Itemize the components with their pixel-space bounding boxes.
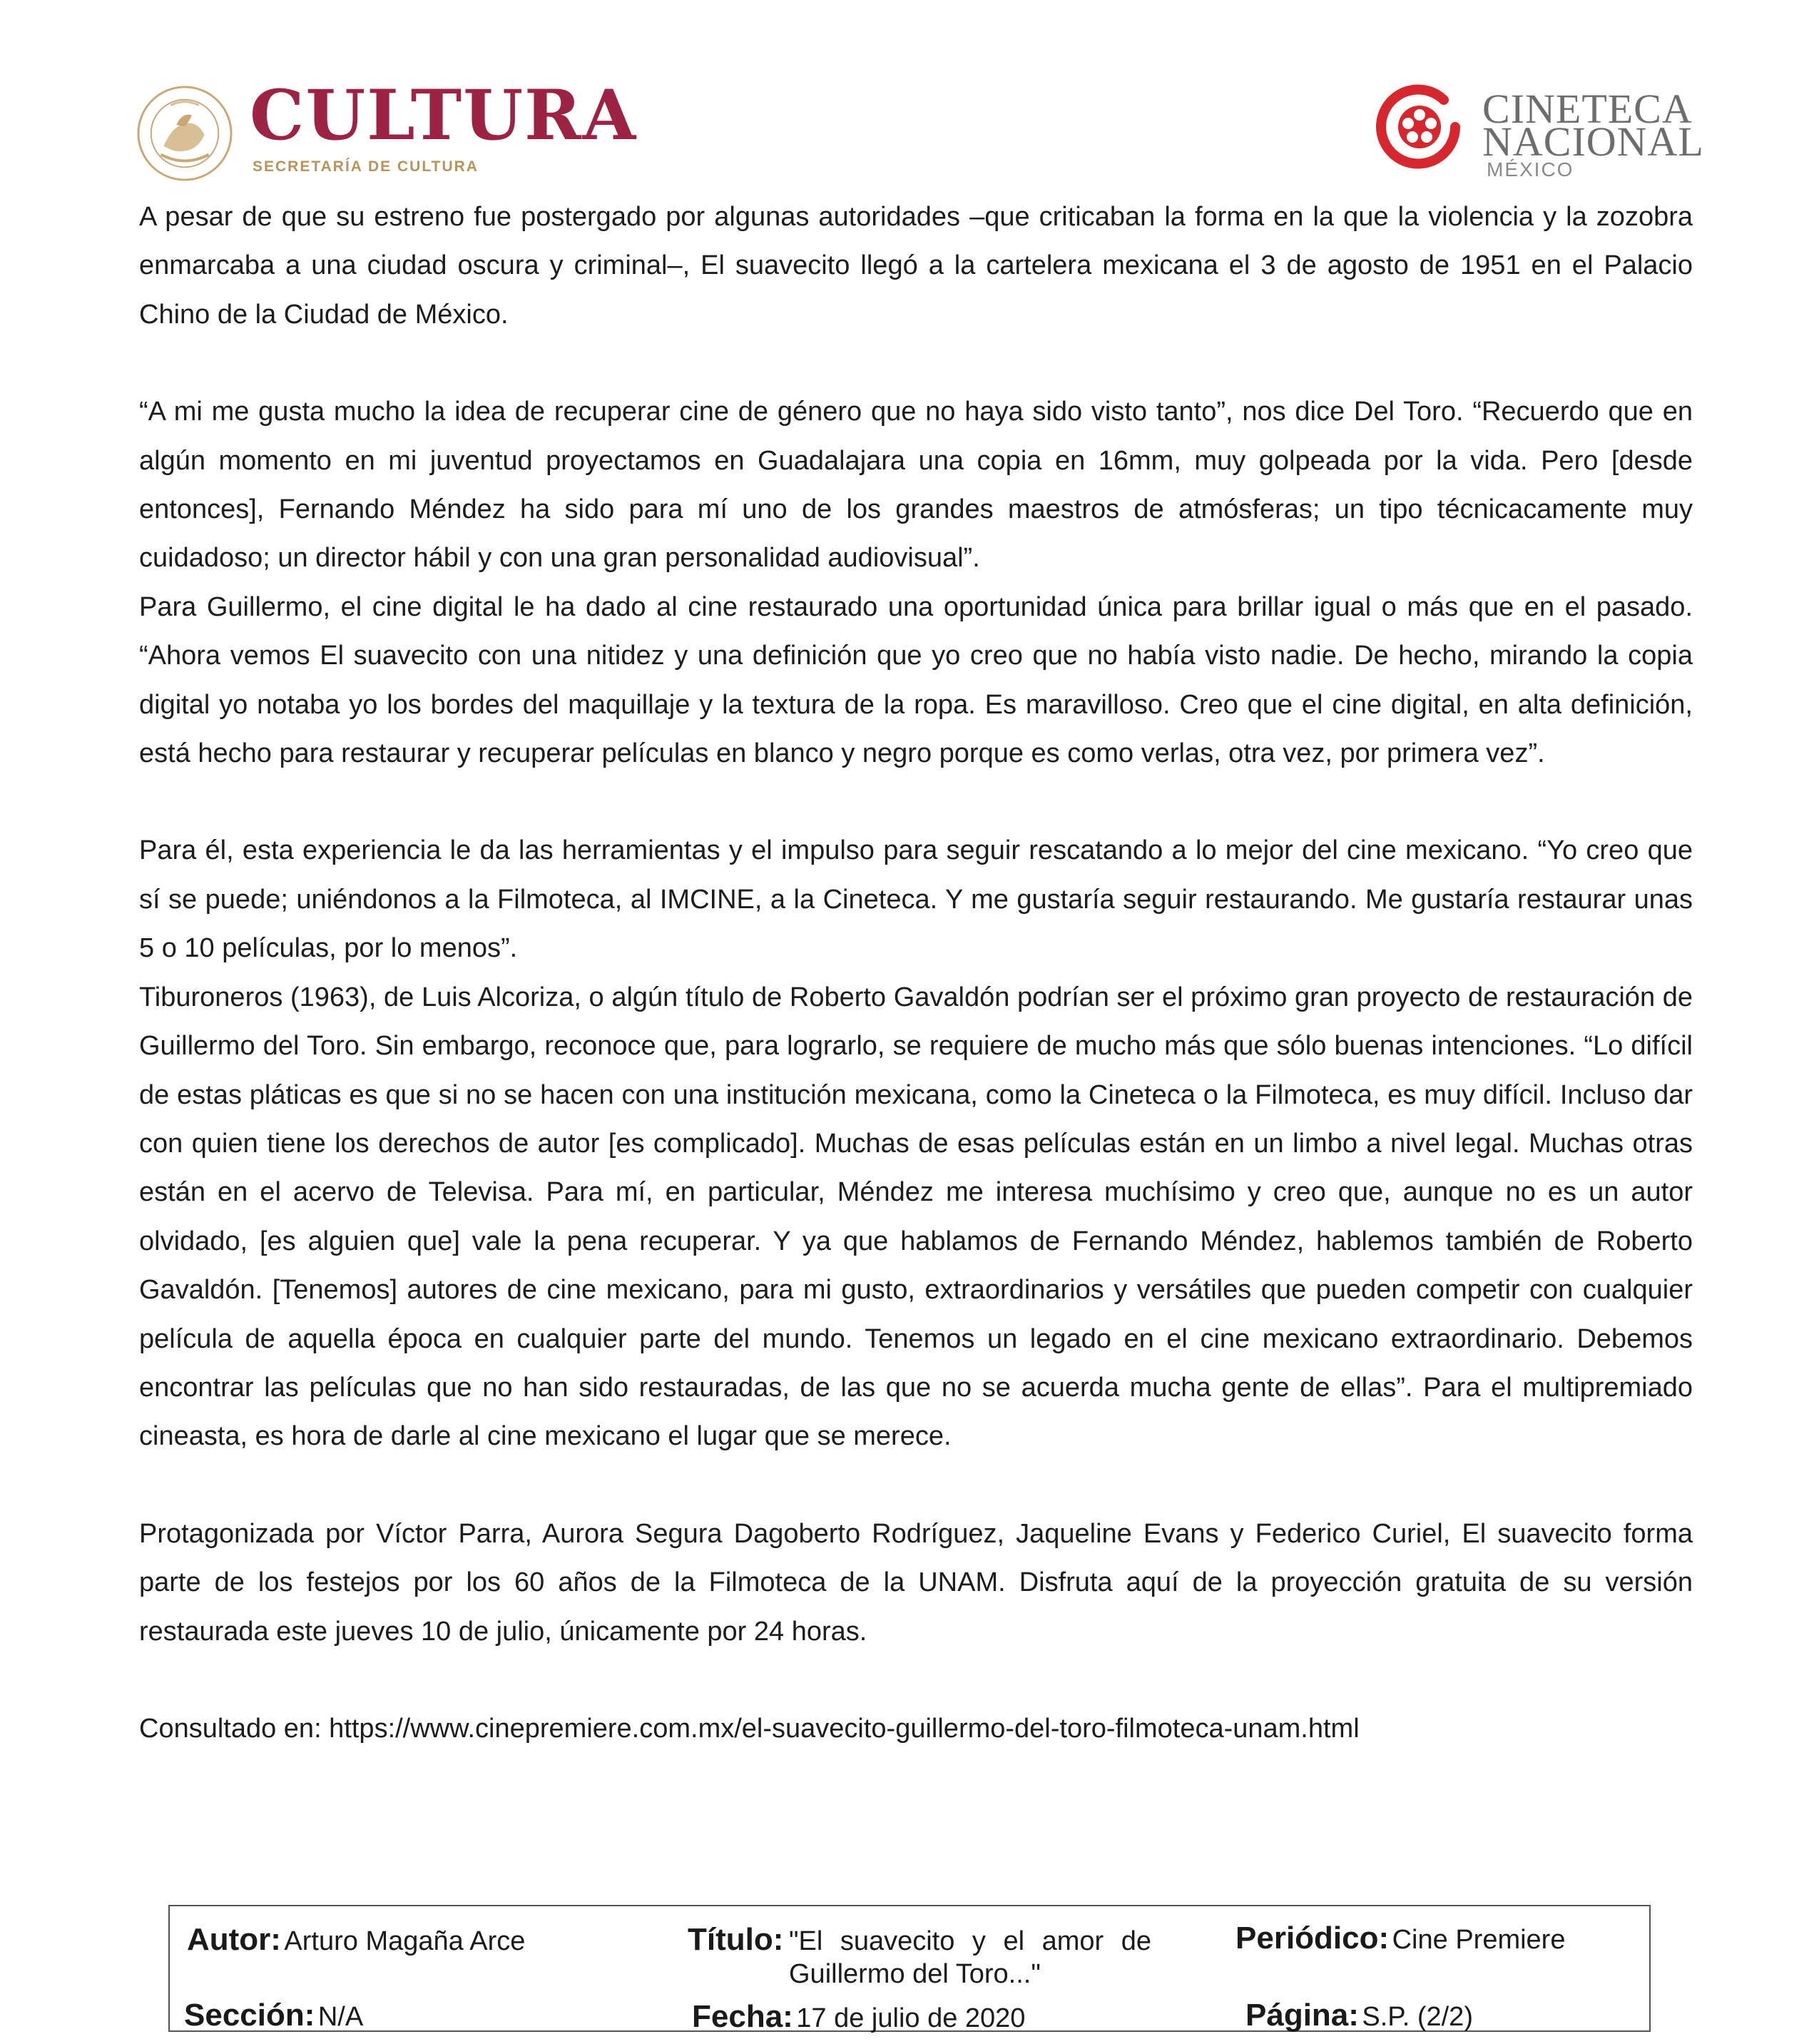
titulo-word: el	[1003, 1926, 1025, 1956]
titulo-value	[789, 1925, 1151, 1990]
paragraph: Tiburoneros (1963), de Luis Alcoriza, o algún título de Roberto Gavaldón podrían ser el próximo gran proyecto de restauración de Guillermo del Toro. Sin embargo, reconoce que, para lograrlo, se requiere de mucho más que sólo buenas intenciones. “Lo difícil de estas pláticas es que si no se hacen con una institución mexicana, como la Cineteca o la Filmoteca, es muy difícil. Incluso dar con quien tiene los derechos de autor [es complicado]. Muchas de esas películas están en un limbo a nivel legal. Muchas otras están en el acervo de Televisa. Para mí, en particular, Méndez me interesa muchísimo y creo que, aunque no es un autor olvidado, [es alguien que] vale la pena recuperar. Y ya que hablamos de Fernando Méndez, hablemos también de Roberto Gavaldón. [Tenemos] autores de cine mexicano, para mi gusto, extraordinarios y versátiles que pueden competir con cualquier película de aquella época en cualquier parte del mundo. Tenemos un legado en el cine mexicano extraordinario. Debemos encontrar las películas que no han sido restauradas, de las que no se acuerda mucha gente de ellas”. Para el multipremiado cineasta, es hora de darle al cine mexicano el lugar que se merece.	[139, 982, 1693, 1452]
article-body	[139, 193, 1693, 1753]
titulo-line1	[789, 1925, 1151, 1958]
titulo-word: de	[1121, 1926, 1151, 1956]
pagina-field	[1245, 1998, 1473, 2033]
seccion-label: Sección:	[184, 1998, 315, 2033]
titulo-word: suavecito	[840, 1926, 955, 1956]
pagina-label: Página:	[1245, 1998, 1359, 2033]
paragraph: Protagonizada por Víctor Parra, Aurora Segura Dagoberto Rodríguez, Jaqueline Evans y Federico Curiel, El suavecito forma parte de los festejos por los 60 años de la Filmoteca de la UNAM. Disfruta aquí de la proyección gratuita de su versión restaurada este jueves 10 de julio, únicamente por 24 horas.	[139, 1518, 1693, 1647]
titulo-word: amor	[1041, 1926, 1104, 1956]
cultura-wordmark: CULTURA	[250, 75, 638, 156]
seccion-value: N/A	[317, 2002, 364, 2032]
cineteca-wordmark-line1: CINETECA	[1482, 86, 1693, 132]
article-info-box	[168, 1905, 1651, 2032]
autor-field	[187, 1922, 525, 1958]
cineteca-logo	[1375, 84, 1704, 184]
mexico-seal-icon	[136, 84, 234, 183]
film-reel-icon	[1375, 84, 1461, 170]
titulo-field	[688, 1922, 783, 1958]
cineteca-wordmark-line2: NACIONAL	[1482, 118, 1704, 165]
fecha-field	[692, 1999, 1025, 2035]
paragraph: A pesar de que su estreno fue postergado por algunas autoridades –que criticaban la forma en la que la violencia y la zozobra enmarcaba a una ciudad oscura y criminal–, El suavecito llegó a la cartelera mexicana el 3 de agosto de 1951 en el Palacio Chino de la Ciudad de México.	[139, 202, 1693, 330]
autor-value: Arturo Magaña Arce	[284, 1926, 526, 1956]
paragraph: Para él, esta experiencia le da las herramientas y el impulso para seguir rescatando a lo mejor del cine mexicano. “Yo creo que sí se puede; uniéndonos a la Filmoteca, al IMCINE, a la Cineteca. Y me gustaría seguir restaurando. Me gustaría restaurar unas 5 o 10 películas, por lo menos”.	[139, 835, 1693, 964]
pagina-value: S.P. (2/2)	[1362, 2002, 1473, 2032]
fecha-label: Fecha:	[692, 1999, 793, 2034]
cultura-logo	[136, 75, 638, 184]
titulo-line2: Guillermo del Toro..."	[789, 1959, 1041, 1989]
titulo-word: "El	[789, 1926, 823, 1956]
fecha-value: 17 de julio de 2020	[796, 2003, 1026, 2033]
autor-label: Autor:	[187, 1922, 281, 1957]
periodico-label: Periódico:	[1235, 1921, 1390, 1956]
periodico-value: Cine Premiere	[1392, 1925, 1566, 1955]
cineteca-wordmark-country: MÉXICO	[1487, 158, 1574, 180]
source-citation: Consultado en: https://www.cinepremiere.com.mx/el-suavecito-guillermo-del-toro-filmoteca-unam.html	[139, 1713, 1360, 1744]
periodico-field	[1235, 1921, 1565, 1956]
seccion-field	[184, 1998, 363, 2033]
paragraph: Para Guillermo, el cine digital le ha dado al cine restaurado una oportunidad única para brillar igual o más que en el pasado. “Ahora vemos El suavecito con una nitidez y una definición que yo creo que no había visto nadie. De hecho, mirando la copia digital yo notaba yo los bordes del maquillaje y la textura de la ropa. Es maravilloso. Creo que el cine digital, en alta definición, está hecho para restaurar y recuperar películas en blanco y negro porque es como verlas, otra vez, por primera vez”.	[139, 591, 1693, 769]
cultura-subtitle: SECRETARÍA DE CULTURA	[253, 158, 479, 175]
paragraph: “A mi me gusta mucho la idea de recuperar cine de género que no haya sido visto tanto”, nos dice Del Toro. “Recuerdo que en algún momento en mi juventud proyectamos en Guadalajara una copia en 16mm, muy golpeada por la vida. Pero [desde entonces], Fernando Méndez ha sido para mí uno de los grandes maestros de atmósferas; un tipo técnicacamente muy cuidadoso; un director hábil y con una gran personalidad audiovisual”.	[139, 397, 1693, 574]
titulo-label: Título:	[688, 1922, 784, 1957]
titulo-word: y	[972, 1926, 986, 1956]
